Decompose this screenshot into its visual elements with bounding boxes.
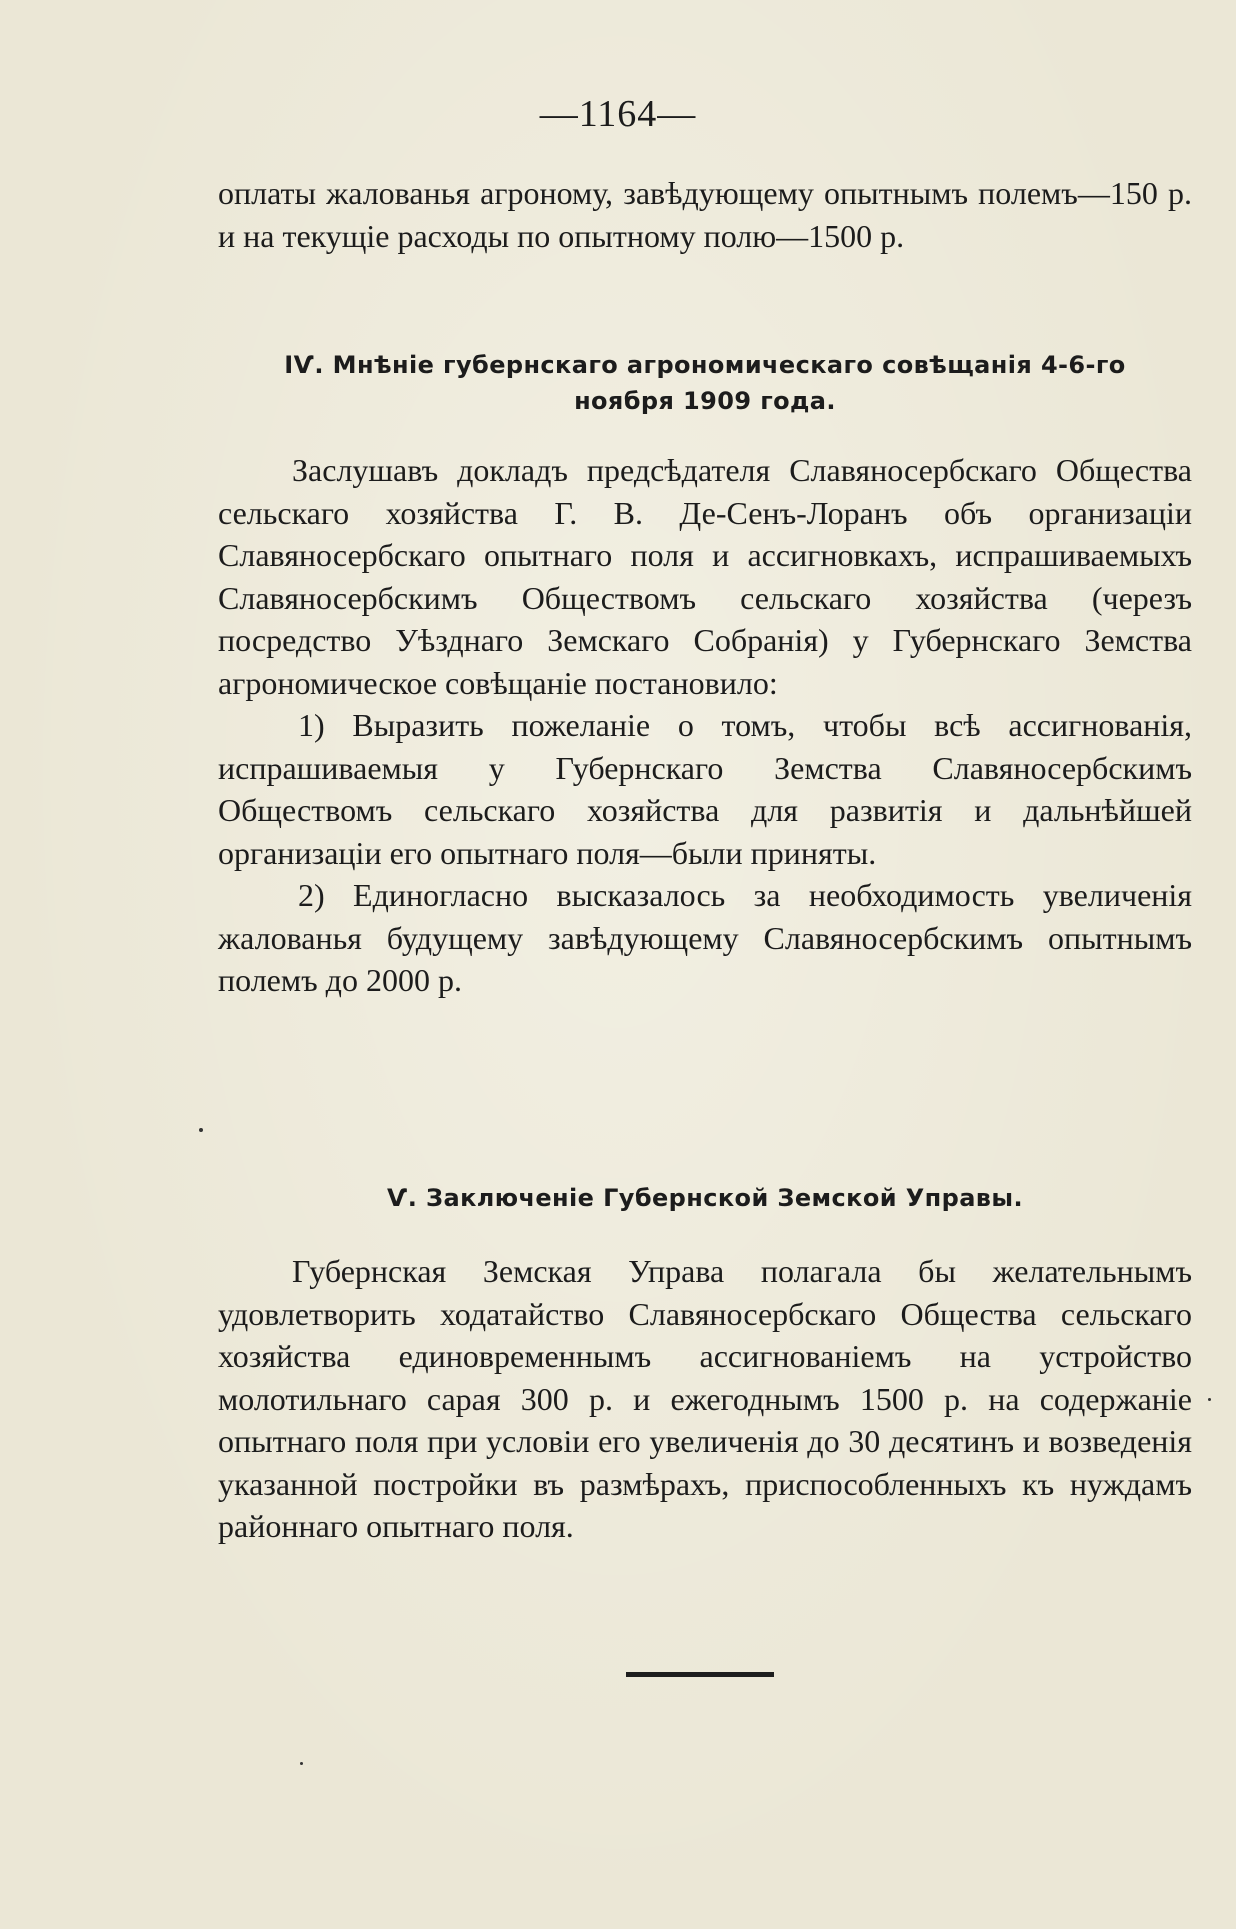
intro-text-block [218,172,1192,257]
section-iv-body [218,449,1192,1002]
section-v-paragraph: Губернская Земская Управа полагала бы желательнымъ удовлетворить ходатайство Славяносербскаго Общества сельскаго хозяйства единовременнымъ ассигнованіемъ на устройство молотильнаго сарая 300 р. и ежегоднымъ 1500 р. на содержаніе опытнаго поля при условіи его увеличенія до 30 десятинъ и возведенія указанной постройки въ размѣрахъ, приспособленныхъ къ нуждамъ районнаго опытнаго поля. [218,1253,1192,1544]
section-iv-heading-line1: IѴ. Мнѣніе губернскаго агрономическаго совѣщанія 4-6-го [284,351,1126,379]
section-v-body [218,1250,1192,1548]
print-speck [1208,1398,1211,1401]
section-iv-item-2: 2) Единогласно высказалось за необходимость увеличенія жалованья будущему завѣдующему Славяносербскимъ опытнымъ полемъ до 2000 р. [218,877,1192,998]
section-v-heading: Ѵ. Заключеніе Губернской Земской Управы. [386,1184,1023,1212]
section-iv-item-1: 1) Выразить пожеланіе о томъ, чтобы всѣ ассигнованія, испрашиваемыя у Губернскаго Земства Славяносербскимъ Обществомъ сельскаго хозяйства для развитія и дальнѣйшей организаціи его опытнаго поля—были приняты. [218,707,1192,871]
print-speck [300,1762,303,1765]
page-number: —1164— [539,93,697,135]
section-iv-paragraph: Заслушавъ докладъ предсѣдателя Славяносербскаго Общества сельскаго хозяйства Г. В. Де-Сенъ-Лоранъ объ организаціи Славяносербскаго опытнаго поля и ассигновкахъ, испрашиваемыхъ Славяносербскимъ Обществомъ сельскаго хозяйства (черезъ посредство Уѣзднаго Земскаго Собранія) у Губернскаго Земства агрономическое совѣщаніе постановило: [218,452,1192,701]
section-iv-heading-line2: ноября 1909 года. [574,387,836,415]
print-speck [199,1128,203,1132]
section-iv-heading [218,347,1192,419]
closing-rule [626,1672,774,1677]
intro-paragraph: оплаты жалованья агроному, завѣдующему опытнымъ полемъ—150 р. и на текущіе расходы по опытному полю—1500 р. [218,175,1192,254]
